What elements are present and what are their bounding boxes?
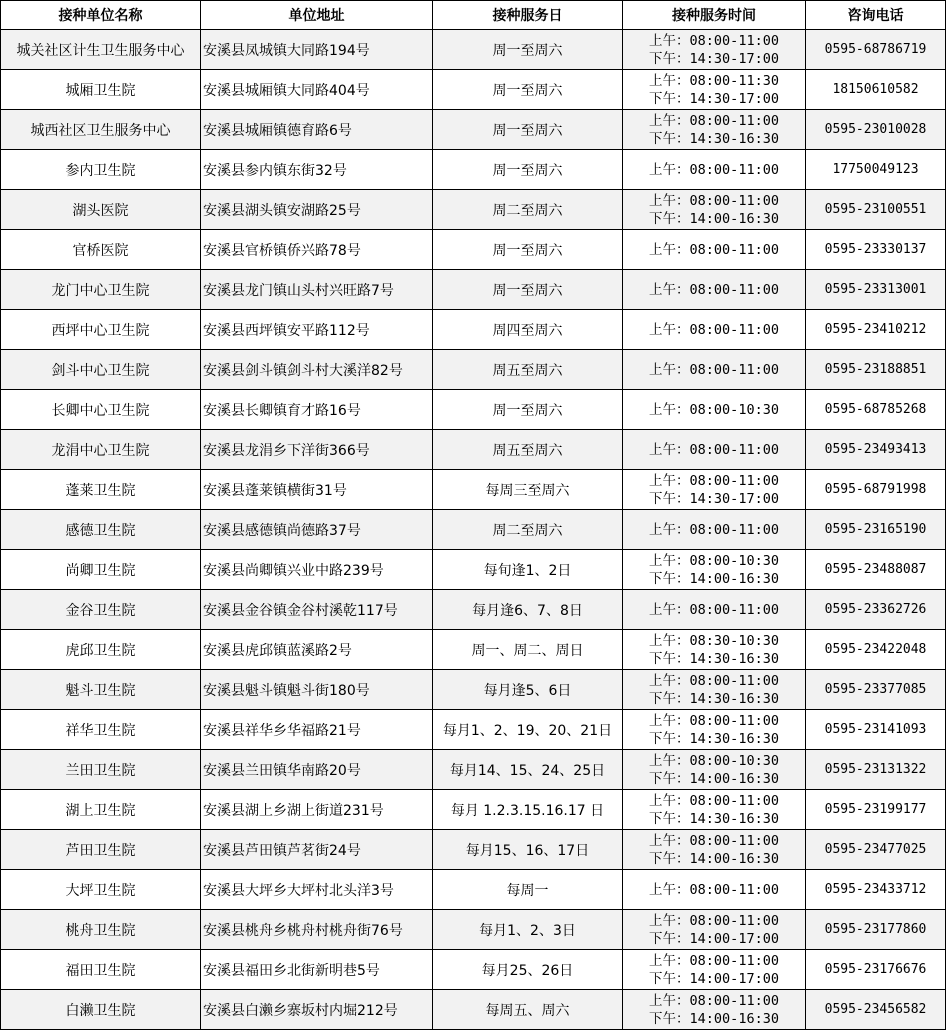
time-morning: 上午：08:00-11:00 — [649, 792, 779, 809]
table-row — [1, 670, 946, 710]
table-row — [1, 390, 946, 430]
time-afternoon: 下午：14:00-16:30 — [649, 210, 779, 227]
table-row — [1, 590, 946, 630]
cell-address: 安溪县官桥镇侨兴路78号 — [201, 230, 433, 270]
cell-address: 安溪县白濑乡寨坂村内堀212号 — [201, 990, 433, 1030]
cell-unit-name: 剑斗中心卫生院 — [1, 350, 201, 390]
time-afternoon: 下午：14:30-16:30 — [649, 690, 779, 707]
cell-service-days: 周五至周六 — [433, 350, 623, 390]
cell-address: 安溪县剑斗镇剑斗村大溪洋82号 — [201, 350, 433, 390]
time-afternoon: 下午：14:00-17:00 — [649, 930, 779, 947]
cell-service-days: 周一至周六 — [433, 70, 623, 110]
cell-service-time — [623, 350, 806, 390]
cell-address: 安溪县城厢镇大同路404号 — [201, 70, 433, 110]
cell-service-time — [623, 270, 806, 310]
cell-address: 安溪县兰田镇华南路20号 — [201, 750, 433, 790]
time-morning: 上午：08:00-11:00 — [649, 32, 779, 49]
cell-address: 安溪县虎邱镇蓝溪路2号 — [201, 630, 433, 670]
time-morning: 上午：08:00-11:00 — [649, 952, 779, 969]
cell-address: 安溪县参内镇东街32号 — [201, 150, 433, 190]
time-afternoon: 下午：14:30-17:00 — [649, 90, 779, 107]
table-row — [1, 630, 946, 670]
cell-service-days: 每周五、周六 — [433, 990, 623, 1030]
time-afternoon: 下午：14:30-17:00 — [649, 50, 779, 67]
cell-unit-name: 兰田卫生院 — [1, 750, 201, 790]
time-morning: 上午：08:00-10:30 — [649, 401, 779, 418]
cell-service-days: 每月15、16、17日 — [433, 830, 623, 870]
cell-unit-name: 白濑卫生院 — [1, 990, 201, 1030]
cell-service-time — [623, 30, 806, 70]
cell-unit-name: 城厢卫生院 — [1, 70, 201, 110]
table-row — [1, 750, 946, 790]
cell-unit-name: 龙门中心卫生院 — [1, 270, 201, 310]
cell-service-time — [623, 390, 806, 430]
cell-phone: 0595-23165190 — [806, 510, 946, 550]
cell-service-time — [623, 830, 806, 870]
table-row — [1, 70, 946, 110]
table-row — [1, 110, 946, 150]
cell-phone: 0595-23410212 — [806, 310, 946, 350]
cell-phone: 0595-23433712 — [806, 870, 946, 910]
cell-address: 安溪县感德镇尚德路37号 — [201, 510, 433, 550]
time-morning: 上午：08:00-11:00 — [649, 361, 779, 378]
cell-service-time — [623, 550, 806, 590]
cell-service-time — [623, 670, 806, 710]
cell-service-time — [623, 870, 806, 910]
cell-phone: 0595-23010028 — [806, 110, 946, 150]
table-row — [1, 870, 946, 910]
time-afternoon: 下午：14:30-16:30 — [649, 130, 779, 147]
table-body — [1, 30, 946, 1030]
cell-service-time — [623, 990, 806, 1030]
cell-service-days: 周一、周二、周日 — [433, 630, 623, 670]
cell-service-time — [623, 310, 806, 350]
cell-unit-name: 祥华卫生院 — [1, 710, 201, 750]
cell-service-days: 周一至周六 — [433, 390, 623, 430]
table-row — [1, 190, 946, 230]
time-morning: 上午：08:00-11:00 — [649, 912, 779, 929]
cell-service-time — [623, 910, 806, 950]
time-afternoon: 下午：14:00-16:30 — [649, 1010, 779, 1027]
cell-service-days: 每周一 — [433, 870, 623, 910]
cell-address: 安溪县湖上乡湖上街道231号 — [201, 790, 433, 830]
header-row — [1, 1, 946, 30]
cell-unit-name: 西坪中心卫生院 — [1, 310, 201, 350]
cell-service-days: 每月 1.2.3.15.16.17 日 — [433, 790, 623, 830]
table-row — [1, 310, 946, 350]
cell-phone: 0595-23100551 — [806, 190, 946, 230]
cell-unit-name: 城关社区计生卫生服务中心 — [1, 30, 201, 70]
time-afternoon: 下午：14:00-17:00 — [649, 970, 779, 987]
table-row — [1, 150, 946, 190]
cell-phone: 0595-68791998 — [806, 470, 946, 510]
cell-service-days: 周二至周六 — [433, 190, 623, 230]
cell-phone: 0595-23493413 — [806, 430, 946, 470]
cell-phone: 18150610582 — [806, 70, 946, 110]
table-row — [1, 430, 946, 470]
cell-phone: 0595-23488087 — [806, 550, 946, 590]
cell-address: 安溪县西坪镇安平路112号 — [201, 310, 433, 350]
time-morning: 上午：08:00-11:00 — [649, 601, 779, 618]
cell-address: 安溪县蓬莱镇横街31号 — [201, 470, 433, 510]
header-unit-name: 接种单位名称 — [1, 1, 201, 30]
cell-address: 安溪县湖头镇安湖路25号 — [201, 190, 433, 230]
cell-unit-name: 魁斗卫生院 — [1, 670, 201, 710]
cell-unit-name: 蓬莱卫生院 — [1, 470, 201, 510]
time-morning: 上午：08:00-11:00 — [649, 712, 779, 729]
cell-address: 安溪县魁斗镇魁斗街180号 — [201, 670, 433, 710]
table-row — [1, 830, 946, 870]
time-morning: 上午：08:00-11:00 — [649, 881, 779, 898]
cell-service-days: 周一至周六 — [433, 30, 623, 70]
cell-service-time — [623, 230, 806, 270]
cell-unit-name: 湖上卫生院 — [1, 790, 201, 830]
table-row — [1, 950, 946, 990]
cell-address: 安溪县祥华乡华福路21号 — [201, 710, 433, 750]
cell-phone: 0595-23177860 — [806, 910, 946, 950]
cell-service-days: 每月1、2、3日 — [433, 910, 623, 950]
cell-phone: 0595-68786719 — [806, 30, 946, 70]
cell-service-days: 每月25、26日 — [433, 950, 623, 990]
cell-service-time — [623, 790, 806, 830]
cell-phone: 0595-23131322 — [806, 750, 946, 790]
cell-unit-name: 长卿中心卫生院 — [1, 390, 201, 430]
cell-service-time — [623, 70, 806, 110]
cell-service-days: 周一至周六 — [433, 270, 623, 310]
header-address: 单位地址 — [201, 1, 433, 30]
cell-service-days: 每周三至周六 — [433, 470, 623, 510]
cell-service-days: 每月逢6、7、8日 — [433, 590, 623, 630]
cell-unit-name: 感德卫生院 — [1, 510, 201, 550]
cell-service-days: 周一至周六 — [433, 150, 623, 190]
cell-unit-name: 大坪卫生院 — [1, 870, 201, 910]
cell-unit-name: 龙涓中心卫生院 — [1, 430, 201, 470]
table-row — [1, 270, 946, 310]
time-morning: 上午：08:00-11:30 — [649, 72, 779, 89]
cell-service-days: 周一至周六 — [433, 230, 623, 270]
table-row — [1, 470, 946, 510]
time-morning: 上午：08:00-11:00 — [649, 672, 779, 689]
time-morning: 上午：08:00-11:00 — [649, 521, 779, 538]
cell-service-days: 周二至周六 — [433, 510, 623, 550]
cell-address: 安溪县桃舟乡桃舟村桃舟街76号 — [201, 910, 433, 950]
time-morning: 上午：08:00-11:00 — [649, 321, 779, 338]
cell-service-time — [623, 750, 806, 790]
cell-phone: 0595-23377085 — [806, 670, 946, 710]
time-afternoon: 下午：14:30-16:30 — [649, 730, 779, 747]
cell-address: 安溪县凤城镇大同路194号 — [201, 30, 433, 70]
cell-phone: 0595-23141093 — [806, 710, 946, 750]
cell-unit-name: 官桥医院 — [1, 230, 201, 270]
cell-service-days: 每月逢5、6日 — [433, 670, 623, 710]
cell-phone: 0595-68785268 — [806, 390, 946, 430]
header-service-time: 接种服务时间 — [623, 1, 806, 30]
cell-service-days: 每月14、15、24、25日 — [433, 750, 623, 790]
cell-unit-name: 芦田卫生院 — [1, 830, 201, 870]
table-row — [1, 350, 946, 390]
cell-phone: 0595-23176676 — [806, 950, 946, 990]
time-morning: 上午：08:00-11:00 — [649, 281, 779, 298]
time-afternoon: 下午：14:30-17:00 — [649, 490, 779, 507]
cell-address: 安溪县大坪乡大坪村北头洋3号 — [201, 870, 433, 910]
time-morning: 上午：08:00-11:00 — [649, 441, 779, 458]
cell-unit-name: 虎邱卫生院 — [1, 630, 201, 670]
time-afternoon: 下午：14:00-16:30 — [649, 570, 779, 587]
cell-service-time — [623, 470, 806, 510]
header-service-days: 接种服务日 — [433, 1, 623, 30]
cell-address: 安溪县福田乡北街新明巷5号 — [201, 950, 433, 990]
cell-phone: 0595-23330137 — [806, 230, 946, 270]
table-row — [1, 790, 946, 830]
cell-address: 安溪县龙门镇山头村兴旺路7号 — [201, 270, 433, 310]
time-morning: 上午：08:00-11:00 — [649, 161, 779, 178]
cell-phone: 0595-23188851 — [806, 350, 946, 390]
cell-service-days: 周一至周六 — [433, 110, 623, 150]
cell-service-days: 周五至周六 — [433, 430, 623, 470]
cell-address: 安溪县城厢镇德育路6号 — [201, 110, 433, 150]
cell-unit-name: 金谷卫生院 — [1, 590, 201, 630]
cell-address: 安溪县芦田镇芦茗街24号 — [201, 830, 433, 870]
cell-service-days: 每月1、2、19、20、21日 — [433, 710, 623, 750]
header-phone: 咨询电话 — [806, 1, 946, 30]
cell-service-time — [623, 430, 806, 470]
time-afternoon: 下午：14:30-16:30 — [649, 650, 779, 667]
cell-phone: 0595-23313001 — [806, 270, 946, 310]
cell-address: 安溪县尚卿镇兴业中路239号 — [201, 550, 433, 590]
cell-phone: 0595-23362726 — [806, 590, 946, 630]
cell-unit-name: 桃舟卫生院 — [1, 910, 201, 950]
table-row — [1, 550, 946, 590]
cell-phone: 0595-23422048 — [806, 630, 946, 670]
cell-service-time — [623, 150, 806, 190]
time-morning: 上午：08:00-11:00 — [649, 241, 779, 258]
table-row — [1, 990, 946, 1030]
cell-unit-name: 福田卫生院 — [1, 950, 201, 990]
cell-address: 安溪县金谷镇金谷村溪乾117号 — [201, 590, 433, 630]
cell-address: 安溪县长卿镇育才路16号 — [201, 390, 433, 430]
time-morning: 上午：08:00-10:30 — [649, 752, 779, 769]
table-row — [1, 230, 946, 270]
cell-service-days: 周四至周六 — [433, 310, 623, 350]
cell-service-time — [623, 950, 806, 990]
time-afternoon: 下午：14:30-16:30 — [649, 810, 779, 827]
table-row — [1, 30, 946, 70]
time-afternoon: 下午：14:00-16:30 — [649, 770, 779, 787]
cell-phone: 17750049123 — [806, 150, 946, 190]
cell-unit-name: 城西社区卫生服务中心 — [1, 110, 201, 150]
cell-service-time — [623, 710, 806, 750]
time-morning: 上午：08:00-10:30 — [649, 552, 779, 569]
time-afternoon: 下午：14:00-16:30 — [649, 850, 779, 867]
table-row — [1, 910, 946, 950]
cell-service-time — [623, 590, 806, 630]
cell-service-time — [623, 630, 806, 670]
cell-unit-name: 湖头医院 — [1, 190, 201, 230]
cell-service-days: 每旬逢1、2日 — [433, 550, 623, 590]
time-morning: 上午：08:00-11:00 — [649, 832, 779, 849]
cell-phone: 0595-23477025 — [806, 830, 946, 870]
cell-service-time — [623, 110, 806, 150]
table-row — [1, 510, 946, 550]
cell-service-time — [623, 190, 806, 230]
time-morning: 上午：08:00-11:00 — [649, 472, 779, 489]
time-morning: 上午：08:30-10:30 — [649, 632, 779, 649]
cell-phone: 0595-23456582 — [806, 990, 946, 1030]
time-morning: 上午：08:00-11:00 — [649, 112, 779, 129]
cell-unit-name: 参内卫生院 — [1, 150, 201, 190]
cell-phone: 0595-23199177 — [806, 790, 946, 830]
table-row — [1, 710, 946, 750]
time-morning: 上午：08:00-11:00 — [649, 192, 779, 209]
cell-unit-name: 尚卿卫生院 — [1, 550, 201, 590]
cell-address: 安溪县龙涓乡下洋街366号 — [201, 430, 433, 470]
cell-service-time — [623, 510, 806, 550]
time-morning: 上午：08:00-11:00 — [649, 992, 779, 1009]
